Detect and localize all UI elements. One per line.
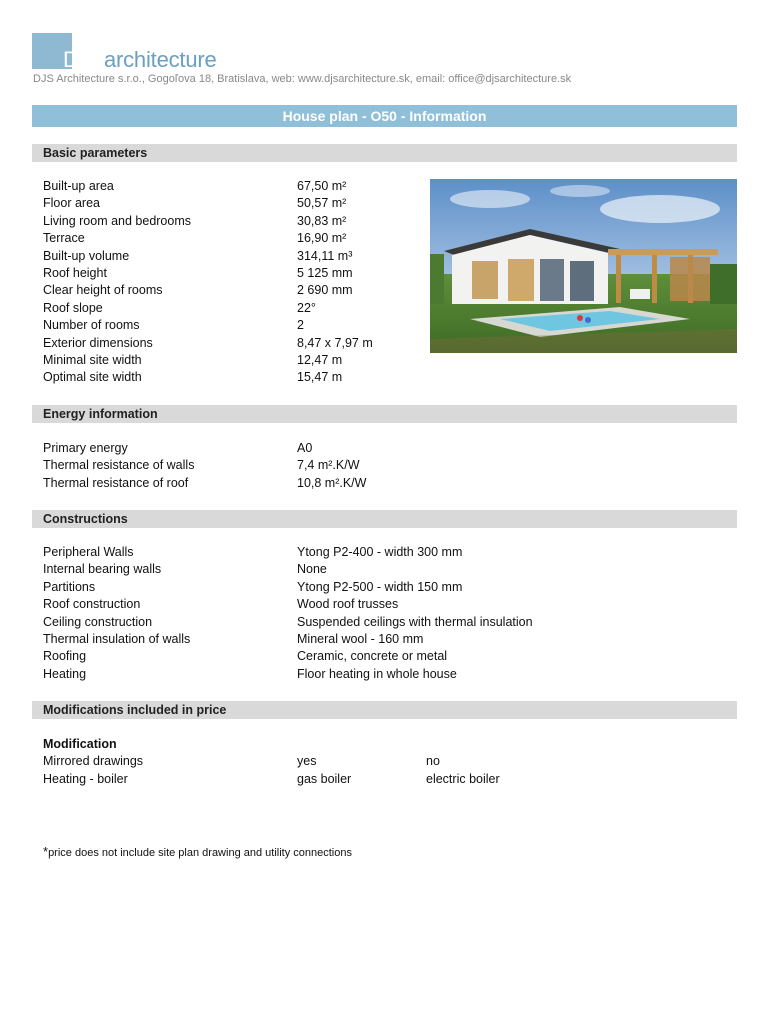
list-item: Built-up area 67,50 m² [43, 179, 347, 193]
list-item: Peripheral Walls Ytong P2-400 - width 300 mm [43, 545, 463, 559]
section-energy-information: Energy information [32, 405, 737, 423]
constructions-list [43, 544, 743, 683]
list-item: Thermal resistance of walls 7,4 m².K/W [43, 458, 360, 473]
list-item: Thermal resistance of roof 10,8 m².K/W [43, 475, 367, 490]
page-title: House plan - O50 - Information [32, 105, 737, 127]
modifications-subheading: Modification [43, 737, 117, 751]
list-item: Thermal insulation of walls Mineral wool - 160 mm [43, 631, 424, 646]
list-item: Heating Floor heating in whole house [43, 666, 457, 681]
list-item: Roofing Ceramic, concrete or metal [43, 649, 448, 664]
energy-information-list [43, 440, 743, 492]
list-item: Optimal site width 15,47 m [43, 370, 343, 385]
section-constructions: Constructions [32, 510, 737, 528]
list-item: Mirrored drawings yes no [43, 754, 440, 769]
list-item: Internal bearing walls None [43, 562, 327, 577]
list-item: Floor area 50,57 m² [43, 196, 347, 211]
house-rendering-image [430, 179, 737, 353]
list-item: Number of rooms 2 [43, 318, 304, 333]
list-item: Roof slope 22° [43, 300, 316, 315]
list-item: Ceiling construction Suspended ceilings with thermal insulation [43, 614, 533, 629]
section-basic-parameters: Basic parameters [32, 144, 737, 162]
price-footnote: *price does not include site plan drawing and utility connections [43, 844, 352, 859]
list-item: Minimal site width 12,47 m [43, 352, 343, 367]
list-item: Heating - boiler gas boiler electric boiler [43, 771, 500, 786]
section-modifications: Modifications included in price [32, 701, 737, 719]
list-item: Primary energy A0 [43, 441, 313, 455]
list-item: Terrace 16,90 m² [43, 231, 347, 246]
list-item: Built-up volume 314,11 m³ [43, 248, 353, 263]
list-item: Roof construction Wood roof trusses [43, 597, 399, 612]
logo-text: DJSarchitecture [63, 47, 217, 72]
list-item: Clear height of rooms 2 690 mm [43, 283, 353, 298]
company-logo [32, 33, 242, 71]
list-item: Living room and bedrooms 30,83 m² [43, 213, 347, 228]
list-item: Roof height 5 125 mm [43, 265, 353, 280]
modifications-list [43, 736, 743, 788]
list-item: Exterior dimensions 8,47 x 7,97 m [43, 335, 373, 350]
list-item: Partitions Ytong P2-500 - width 150 mm [43, 579, 463, 594]
company-contact-line: DJS Architecture s.r.o., Gogoľova 18, Bratislava, web: www.djsarchitecture.sk, email: office@djsarchitecture.sk [33, 73, 572, 85]
